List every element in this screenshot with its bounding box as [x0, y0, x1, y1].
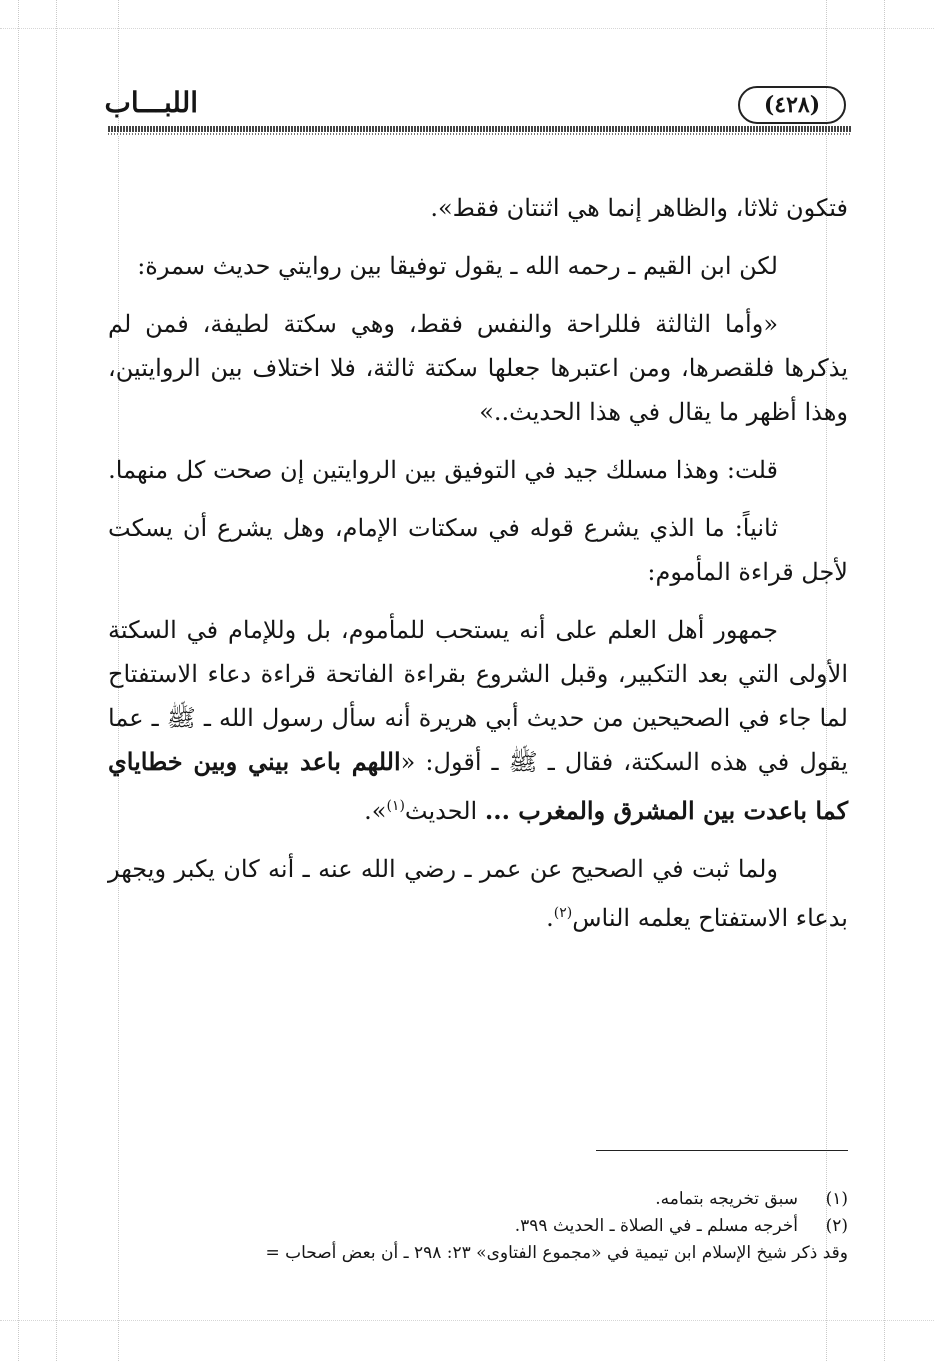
footnote	[96, 1186, 848, 1213]
header-rule	[108, 133, 852, 135]
quote-paragraph: «وأما الثالثة فللراحة والنفس فقط، وهي سكتة لطيفة، فمن لم يذكرها فلقصرها، ومن اعتبرها جعلها سكتة ثالثة، فلا اختلاف بين الروايتين، وهذا أظهر ما يقال في هذا الحديث..»	[108, 310, 848, 426]
paragraph-text: ولما ثبت في الصحيح عن عمر ـ رضي الله عنه ـ أنه كان يكبر ويجهر بدعاء الاستفتاح يعلمه الناس	[108, 855, 848, 932]
header-rule	[108, 126, 852, 132]
paragraph: ثانياً: ما الذي يشرع قوله في سكتات الإمام، وهل يشرع أن يسكت لأجل قراءة المأموم:	[108, 514, 848, 586]
scan-guide-line	[884, 0, 885, 1361]
running-header-title: اللبـــاب	[104, 86, 198, 119]
paragraph-text: جمهور أهل العلم على أنه يستحب للمأموم، بل وللإمام في السكتة الأولى التي بعد التكبير، وقبل الشروع بقراءة الفاتحة قراءة دعاء الاستفتاح لما جاء في الصحيحين من حديث أبي هريرة أنه سأل رسول الله ـ ﷺ ـ عما يقول في هذه السكتة، فقال ـ ﷺ ـ أقول: «	[108, 616, 848, 776]
hadith-quote: اللهم باعد بيني وبين خطاياي كما باعدت بين المشرق والمغرب ...	[108, 747, 848, 825]
paragraph: لكن ابن القيم ـ رحمه الله ـ يقول توفيقا بين روايتي حديث سمرة:	[137, 252, 778, 280]
scan-guide-line	[56, 0, 57, 1361]
paragraph-text: ».	[364, 797, 387, 825]
footnote-ref: (١)	[386, 798, 405, 814]
scan-guide-line	[18, 0, 19, 1361]
paragraph: فتكون ثلاثا، والظاهر إنما هي اثنتان فقط».	[430, 194, 848, 222]
paragraph: قلت: وهذا مسلك جيد في التوفيق بين الروايتين إن صحت كل منهما.	[108, 456, 778, 484]
footnote	[96, 1213, 848, 1240]
paragraph-text: الحديث	[404, 797, 485, 825]
footnote-text: سبق تخريجه بتمامه.	[655, 1189, 798, 1209]
footnote-text: وقد ذكر شيخ الإسلام ابن تيمية في «مجموع الفتاوى» ٢٣: ٢٩٨ ـ أن بعض أصحاب =	[265, 1243, 848, 1263]
scan-guide-line	[0, 1320, 934, 1321]
paragraph-text: .	[546, 904, 554, 932]
main-text	[108, 186, 848, 954]
footnote-text: أخرجه مسلم ـ في الصلاة ـ الحديث ٣٩٩.	[514, 1216, 798, 1236]
footnote-number: (٢)	[825, 1216, 848, 1236]
footnote-ref: (٢)	[553, 905, 573, 921]
paragraph	[108, 847, 848, 940]
footnote	[96, 1240, 848, 1267]
paragraph	[108, 608, 848, 833]
page-number: (٤٢٨)	[738, 86, 846, 124]
scan-guide-line	[0, 28, 934, 29]
footnotes	[96, 1186, 848, 1267]
footnote-separator	[596, 1150, 848, 1151]
footnote-number: (١)	[825, 1189, 848, 1209]
